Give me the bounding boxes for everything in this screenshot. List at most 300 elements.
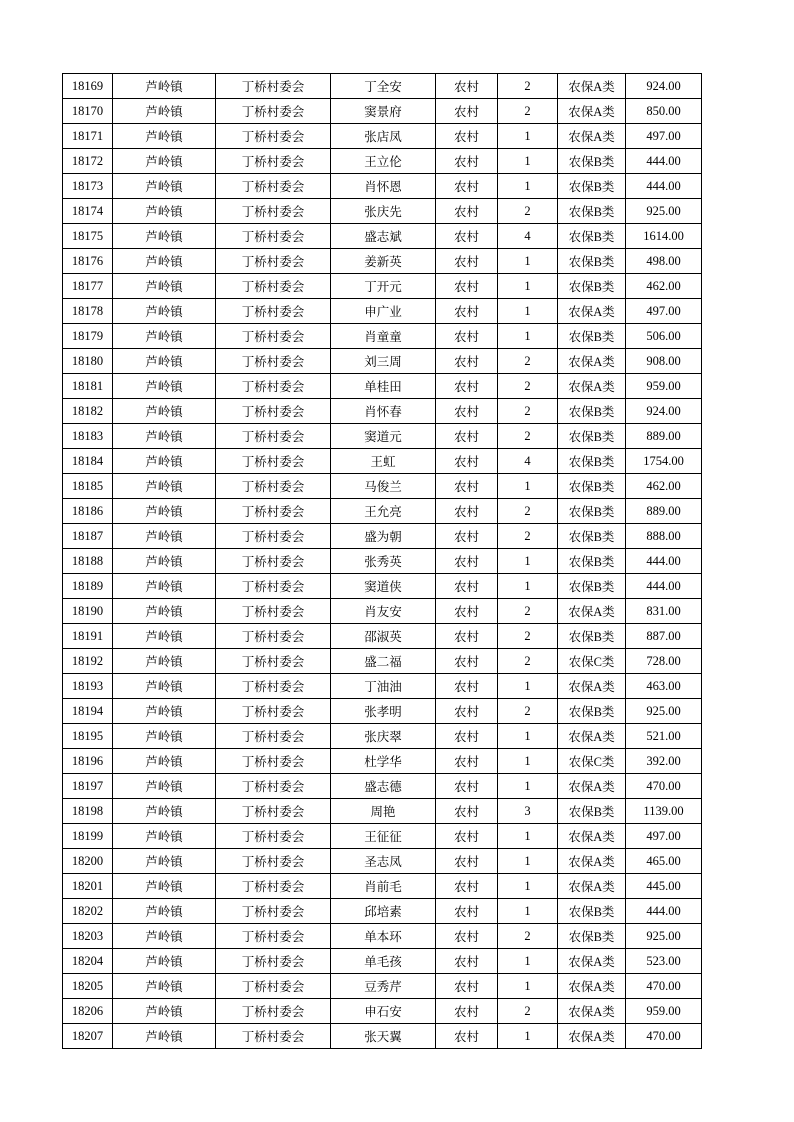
cell-person_count: 1 bbox=[498, 674, 558, 699]
cell-household_type: 农村 bbox=[436, 899, 498, 924]
table-row bbox=[63, 899, 702, 924]
cell-household_type: 农村 bbox=[436, 649, 498, 674]
cell-village_committee: 丁桥村委会 bbox=[216, 424, 331, 449]
cell-amount: 462.00 bbox=[626, 474, 702, 499]
cell-amount: 470.00 bbox=[626, 1024, 702, 1049]
cell-town: 芦岭镇 bbox=[113, 824, 216, 849]
cell-person_count: 1 bbox=[498, 274, 558, 299]
cell-person_count: 2 bbox=[498, 99, 558, 124]
cell-name: 丁油油 bbox=[331, 674, 436, 699]
cell-amount: 465.00 bbox=[626, 849, 702, 874]
table-row bbox=[63, 424, 702, 449]
cell-person_count: 1 bbox=[498, 974, 558, 999]
cell-town: 芦岭镇 bbox=[113, 399, 216, 424]
table-row bbox=[63, 199, 702, 224]
cell-household_type: 农村 bbox=[436, 549, 498, 574]
cell-person_count: 1 bbox=[498, 549, 558, 574]
cell-insurance_category: 农保B类 bbox=[558, 399, 626, 424]
cell-insurance_category: 农保B类 bbox=[558, 499, 626, 524]
table-row bbox=[63, 224, 702, 249]
cell-serial_no: 18181 bbox=[63, 374, 113, 399]
cell-person_count: 1 bbox=[498, 774, 558, 799]
cell-name: 王立伦 bbox=[331, 149, 436, 174]
cell-amount: 445.00 bbox=[626, 874, 702, 899]
cell-amount: 444.00 bbox=[626, 174, 702, 199]
cell-name: 单桂田 bbox=[331, 374, 436, 399]
cell-town: 芦岭镇 bbox=[113, 1024, 216, 1049]
table-row bbox=[63, 624, 702, 649]
cell-name: 圣志凤 bbox=[331, 849, 436, 874]
cell-name: 申广业 bbox=[331, 299, 436, 324]
cell-serial_no: 18180 bbox=[63, 349, 113, 374]
cell-village_committee: 丁桥村委会 bbox=[216, 599, 331, 624]
table-row bbox=[63, 99, 702, 124]
cell-amount: 498.00 bbox=[626, 249, 702, 274]
cell-serial_no: 18175 bbox=[63, 224, 113, 249]
cell-insurance_category: 农保A类 bbox=[558, 724, 626, 749]
cell-insurance_category: 农保B类 bbox=[558, 199, 626, 224]
table-row bbox=[63, 574, 702, 599]
cell-person_count: 1 bbox=[498, 824, 558, 849]
cell-person_count: 3 bbox=[498, 799, 558, 824]
cell-name: 张庆先 bbox=[331, 199, 436, 224]
cell-insurance_category: 农保B类 bbox=[558, 699, 626, 724]
cell-village_committee: 丁桥村委会 bbox=[216, 324, 331, 349]
table-row bbox=[63, 599, 702, 624]
cell-name: 丁开元 bbox=[331, 274, 436, 299]
cell-insurance_category: 农保B类 bbox=[558, 174, 626, 199]
cell-insurance_category: 农保B类 bbox=[558, 449, 626, 474]
cell-town: 芦岭镇 bbox=[113, 949, 216, 974]
cell-household_type: 农村 bbox=[436, 274, 498, 299]
cell-insurance_category: 农保B类 bbox=[558, 249, 626, 274]
cell-village_committee: 丁桥村委会 bbox=[216, 199, 331, 224]
cell-name: 单本环 bbox=[331, 924, 436, 949]
cell-name: 王允亮 bbox=[331, 499, 436, 524]
cell-amount: 889.00 bbox=[626, 499, 702, 524]
cell-amount: 1139.00 bbox=[626, 799, 702, 824]
cell-person_count: 1 bbox=[498, 749, 558, 774]
table-row bbox=[63, 249, 702, 274]
cell-person_count: 2 bbox=[498, 199, 558, 224]
cell-town: 芦岭镇 bbox=[113, 724, 216, 749]
cell-village_committee: 丁桥村委会 bbox=[216, 499, 331, 524]
cell-person_count: 2 bbox=[498, 699, 558, 724]
cell-village_committee: 丁桥村委会 bbox=[216, 974, 331, 999]
cell-household_type: 农村 bbox=[436, 424, 498, 449]
cell-village_committee: 丁桥村委会 bbox=[216, 374, 331, 399]
cell-insurance_category: 农保A类 bbox=[558, 874, 626, 899]
cell-town: 芦岭镇 bbox=[113, 749, 216, 774]
cell-name: 邵淑英 bbox=[331, 624, 436, 649]
cell-person_count: 1 bbox=[498, 474, 558, 499]
cell-household_type: 农村 bbox=[436, 499, 498, 524]
cell-village_committee: 丁桥村委会 bbox=[216, 824, 331, 849]
cell-town: 芦岭镇 bbox=[113, 99, 216, 124]
cell-town: 芦岭镇 bbox=[113, 474, 216, 499]
cell-person_count: 1 bbox=[498, 574, 558, 599]
table-row bbox=[63, 649, 702, 674]
cell-serial_no: 18185 bbox=[63, 474, 113, 499]
cell-amount: 444.00 bbox=[626, 549, 702, 574]
cell-name: 丁全安 bbox=[331, 74, 436, 99]
cell-household_type: 农村 bbox=[436, 199, 498, 224]
cell-insurance_category: 农保A类 bbox=[558, 599, 626, 624]
cell-amount: 831.00 bbox=[626, 599, 702, 624]
cell-household_type: 农村 bbox=[436, 299, 498, 324]
cell-amount: 1754.00 bbox=[626, 449, 702, 474]
cell-town: 芦岭镇 bbox=[113, 624, 216, 649]
cell-village_committee: 丁桥村委会 bbox=[216, 249, 331, 274]
cell-name: 姜新英 bbox=[331, 249, 436, 274]
cell-insurance_category: 农保A类 bbox=[558, 349, 626, 374]
cell-village_committee: 丁桥村委会 bbox=[216, 274, 331, 299]
table-row bbox=[63, 924, 702, 949]
cell-amount: 497.00 bbox=[626, 299, 702, 324]
cell-village_committee: 丁桥村委会 bbox=[216, 624, 331, 649]
table-row bbox=[63, 874, 702, 899]
cell-amount: 523.00 bbox=[626, 949, 702, 974]
cell-amount: 924.00 bbox=[626, 399, 702, 424]
cell-serial_no: 18184 bbox=[63, 449, 113, 474]
cell-name: 窦道侠 bbox=[331, 574, 436, 599]
cell-household_type: 农村 bbox=[436, 849, 498, 874]
cell-insurance_category: 农保B类 bbox=[558, 899, 626, 924]
cell-insurance_category: 农保A类 bbox=[558, 299, 626, 324]
cell-town: 芦岭镇 bbox=[113, 349, 216, 374]
cell-village_committee: 丁桥村委会 bbox=[216, 874, 331, 899]
cell-household_type: 农村 bbox=[436, 474, 498, 499]
cell-name: 张庆翠 bbox=[331, 724, 436, 749]
cell-village_committee: 丁桥村委会 bbox=[216, 124, 331, 149]
cell-household_type: 农村 bbox=[436, 324, 498, 349]
cell-insurance_category: 农保B类 bbox=[558, 524, 626, 549]
table-row bbox=[63, 299, 702, 324]
cell-person_count: 2 bbox=[498, 524, 558, 549]
cell-village_committee: 丁桥村委会 bbox=[216, 149, 331, 174]
table-row bbox=[63, 499, 702, 524]
cell-household_type: 农村 bbox=[436, 449, 498, 474]
cell-town: 芦岭镇 bbox=[113, 124, 216, 149]
cell-household_type: 农村 bbox=[436, 574, 498, 599]
cell-insurance_category: 农保B类 bbox=[558, 799, 626, 824]
cell-person_count: 1 bbox=[498, 174, 558, 199]
cell-person_count: 2 bbox=[498, 424, 558, 449]
cell-serial_no: 18176 bbox=[63, 249, 113, 274]
cell-person_count: 4 bbox=[498, 224, 558, 249]
cell-town: 芦岭镇 bbox=[113, 299, 216, 324]
table-row bbox=[63, 549, 702, 574]
cell-town: 芦岭镇 bbox=[113, 649, 216, 674]
cell-serial_no: 18169 bbox=[63, 74, 113, 99]
cell-town: 芦岭镇 bbox=[113, 799, 216, 824]
cell-village_committee: 丁桥村委会 bbox=[216, 399, 331, 424]
cell-village_committee: 丁桥村委会 bbox=[216, 799, 331, 824]
cell-name: 马俊兰 bbox=[331, 474, 436, 499]
cell-name: 盛志斌 bbox=[331, 224, 436, 249]
cell-household_type: 农村 bbox=[436, 124, 498, 149]
cell-serial_no: 18183 bbox=[63, 424, 113, 449]
cell-amount: 444.00 bbox=[626, 574, 702, 599]
table-row bbox=[63, 749, 702, 774]
cell-town: 芦岭镇 bbox=[113, 249, 216, 274]
table-row bbox=[63, 324, 702, 349]
cell-insurance_category: 农保A类 bbox=[558, 124, 626, 149]
cell-village_committee: 丁桥村委会 bbox=[216, 549, 331, 574]
cell-amount: 888.00 bbox=[626, 524, 702, 549]
cell-town: 芦岭镇 bbox=[113, 974, 216, 999]
cell-serial_no: 18203 bbox=[63, 924, 113, 949]
cell-household_type: 农村 bbox=[436, 824, 498, 849]
cell-serial_no: 18186 bbox=[63, 499, 113, 524]
cell-village_committee: 丁桥村委会 bbox=[216, 749, 331, 774]
cell-person_count: 2 bbox=[498, 649, 558, 674]
cell-name: 张天翼 bbox=[331, 1024, 436, 1049]
cell-name: 张秀英 bbox=[331, 549, 436, 574]
table-row bbox=[63, 974, 702, 999]
cell-name: 单毛孩 bbox=[331, 949, 436, 974]
cell-person_count: 1 bbox=[498, 949, 558, 974]
table-row bbox=[63, 174, 702, 199]
cell-household_type: 农村 bbox=[436, 724, 498, 749]
cell-household_type: 农村 bbox=[436, 924, 498, 949]
cell-serial_no: 18174 bbox=[63, 199, 113, 224]
cell-town: 芦岭镇 bbox=[113, 874, 216, 899]
cell-serial_no: 18193 bbox=[63, 674, 113, 699]
cell-name: 张店凤 bbox=[331, 124, 436, 149]
cell-insurance_category: 农保A类 bbox=[558, 949, 626, 974]
cell-name: 周艳 bbox=[331, 799, 436, 824]
cell-serial_no: 18191 bbox=[63, 624, 113, 649]
cell-name: 肖怀恩 bbox=[331, 174, 436, 199]
cell-serial_no: 18199 bbox=[63, 824, 113, 849]
cell-town: 芦岭镇 bbox=[113, 174, 216, 199]
cell-person_count: 4 bbox=[498, 449, 558, 474]
cell-village_committee: 丁桥村委会 bbox=[216, 474, 331, 499]
cell-household_type: 农村 bbox=[436, 524, 498, 549]
table-row bbox=[63, 724, 702, 749]
cell-amount: 463.00 bbox=[626, 674, 702, 699]
cell-amount: 925.00 bbox=[626, 199, 702, 224]
cell-town: 芦岭镇 bbox=[113, 74, 216, 99]
cell-insurance_category: 农保A类 bbox=[558, 99, 626, 124]
cell-person_count: 1 bbox=[498, 299, 558, 324]
cell-town: 芦岭镇 bbox=[113, 324, 216, 349]
cell-village_committee: 丁桥村委会 bbox=[216, 849, 331, 874]
cell-village_committee: 丁桥村委会 bbox=[216, 99, 331, 124]
cell-household_type: 农村 bbox=[436, 599, 498, 624]
cell-town: 芦岭镇 bbox=[113, 149, 216, 174]
cell-town: 芦岭镇 bbox=[113, 899, 216, 924]
cell-serial_no: 18192 bbox=[63, 649, 113, 674]
table-row bbox=[63, 524, 702, 549]
cell-person_count: 2 bbox=[498, 999, 558, 1024]
cell-person_count: 2 bbox=[498, 374, 558, 399]
cell-amount: 444.00 bbox=[626, 899, 702, 924]
cell-name: 张孝明 bbox=[331, 699, 436, 724]
cell-village_committee: 丁桥村委会 bbox=[216, 299, 331, 324]
cell-serial_no: 18178 bbox=[63, 299, 113, 324]
cell-amount: 392.00 bbox=[626, 749, 702, 774]
cell-serial_no: 18187 bbox=[63, 524, 113, 549]
payment-table bbox=[62, 73, 702, 1049]
cell-serial_no: 18201 bbox=[63, 874, 113, 899]
cell-serial_no: 18196 bbox=[63, 749, 113, 774]
cell-name: 肖友安 bbox=[331, 599, 436, 624]
cell-amount: 497.00 bbox=[626, 824, 702, 849]
table-row bbox=[63, 674, 702, 699]
cell-village_committee: 丁桥村委会 bbox=[216, 699, 331, 724]
cell-serial_no: 18202 bbox=[63, 899, 113, 924]
cell-serial_no: 18195 bbox=[63, 724, 113, 749]
cell-serial_no: 18179 bbox=[63, 324, 113, 349]
cell-insurance_category: 农保B类 bbox=[558, 149, 626, 174]
cell-insurance_category: 农保B类 bbox=[558, 549, 626, 574]
cell-amount: 462.00 bbox=[626, 274, 702, 299]
cell-amount: 444.00 bbox=[626, 149, 702, 174]
cell-household_type: 农村 bbox=[436, 974, 498, 999]
cell-name: 肖前毛 bbox=[331, 874, 436, 899]
cell-village_committee: 丁桥村委会 bbox=[216, 774, 331, 799]
cell-insurance_category: 农保A类 bbox=[558, 674, 626, 699]
cell-household_type: 农村 bbox=[436, 374, 498, 399]
cell-amount: 959.00 bbox=[626, 374, 702, 399]
table-row bbox=[63, 849, 702, 874]
cell-amount: 470.00 bbox=[626, 974, 702, 999]
cell-name: 刘三周 bbox=[331, 349, 436, 374]
cell-town: 芦岭镇 bbox=[113, 199, 216, 224]
cell-person_count: 1 bbox=[498, 324, 558, 349]
cell-insurance_category: 农保B类 bbox=[558, 324, 626, 349]
cell-serial_no: 18204 bbox=[63, 949, 113, 974]
cell-amount: 925.00 bbox=[626, 699, 702, 724]
cell-household_type: 农村 bbox=[436, 149, 498, 174]
cell-serial_no: 18170 bbox=[63, 99, 113, 124]
table-row bbox=[63, 374, 702, 399]
cell-name: 肖怀春 bbox=[331, 399, 436, 424]
cell-name: 盛为朝 bbox=[331, 524, 436, 549]
cell-household_type: 农村 bbox=[436, 249, 498, 274]
cell-insurance_category: 农保C类 bbox=[558, 649, 626, 674]
cell-serial_no: 18206 bbox=[63, 999, 113, 1024]
cell-person_count: 1 bbox=[498, 724, 558, 749]
cell-household_type: 农村 bbox=[436, 74, 498, 99]
cell-insurance_category: 农保A类 bbox=[558, 974, 626, 999]
cell-town: 芦岭镇 bbox=[113, 424, 216, 449]
cell-town: 芦岭镇 bbox=[113, 524, 216, 549]
cell-name: 肖童童 bbox=[331, 324, 436, 349]
cell-amount: 1614.00 bbox=[626, 224, 702, 249]
cell-insurance_category: 农保B类 bbox=[558, 924, 626, 949]
cell-serial_no: 18194 bbox=[63, 699, 113, 724]
cell-amount: 728.00 bbox=[626, 649, 702, 674]
cell-village_committee: 丁桥村委会 bbox=[216, 1024, 331, 1049]
table-row bbox=[63, 274, 702, 299]
cell-amount: 908.00 bbox=[626, 349, 702, 374]
cell-name: 盛志德 bbox=[331, 774, 436, 799]
table-row bbox=[63, 399, 702, 424]
cell-person_count: 2 bbox=[498, 349, 558, 374]
cell-village_committee: 丁桥村委会 bbox=[216, 949, 331, 974]
cell-serial_no: 18188 bbox=[63, 549, 113, 574]
cell-serial_no: 18189 bbox=[63, 574, 113, 599]
cell-name: 窦景府 bbox=[331, 99, 436, 124]
cell-amount: 959.00 bbox=[626, 999, 702, 1024]
cell-amount: 924.00 bbox=[626, 74, 702, 99]
cell-town: 芦岭镇 bbox=[113, 574, 216, 599]
cell-name: 窦道元 bbox=[331, 424, 436, 449]
cell-name: 申石安 bbox=[331, 999, 436, 1024]
cell-village_committee: 丁桥村委会 bbox=[216, 999, 331, 1024]
cell-amount: 887.00 bbox=[626, 624, 702, 649]
cell-town: 芦岭镇 bbox=[113, 849, 216, 874]
cell-insurance_category: 农保B类 bbox=[558, 624, 626, 649]
table-row bbox=[63, 149, 702, 174]
cell-village_committee: 丁桥村委会 bbox=[216, 74, 331, 99]
table-row bbox=[63, 449, 702, 474]
cell-household_type: 农村 bbox=[436, 1024, 498, 1049]
table-row bbox=[63, 699, 702, 724]
cell-insurance_category: 农保A类 bbox=[558, 1024, 626, 1049]
cell-serial_no: 18200 bbox=[63, 849, 113, 874]
cell-village_committee: 丁桥村委会 bbox=[216, 724, 331, 749]
cell-town: 芦岭镇 bbox=[113, 699, 216, 724]
cell-amount: 850.00 bbox=[626, 99, 702, 124]
cell-person_count: 1 bbox=[498, 249, 558, 274]
cell-person_count: 1 bbox=[498, 899, 558, 924]
cell-name: 豆秀芹 bbox=[331, 974, 436, 999]
cell-name: 王征征 bbox=[331, 824, 436, 849]
table-row bbox=[63, 824, 702, 849]
cell-household_type: 农村 bbox=[436, 174, 498, 199]
cell-household_type: 农村 bbox=[436, 224, 498, 249]
cell-amount: 497.00 bbox=[626, 124, 702, 149]
cell-person_count: 2 bbox=[498, 624, 558, 649]
cell-person_count: 2 bbox=[498, 499, 558, 524]
cell-amount: 521.00 bbox=[626, 724, 702, 749]
cell-household_type: 农村 bbox=[436, 674, 498, 699]
cell-person_count: 2 bbox=[498, 599, 558, 624]
cell-household_type: 农村 bbox=[436, 774, 498, 799]
cell-household_type: 农村 bbox=[436, 874, 498, 899]
cell-household_type: 农村 bbox=[436, 349, 498, 374]
cell-insurance_category: 农保B类 bbox=[558, 474, 626, 499]
cell-insurance_category: 农保A类 bbox=[558, 849, 626, 874]
cell-person_count: 1 bbox=[498, 1024, 558, 1049]
cell-serial_no: 18171 bbox=[63, 124, 113, 149]
cell-household_type: 农村 bbox=[436, 699, 498, 724]
cell-village_committee: 丁桥村委会 bbox=[216, 224, 331, 249]
cell-village_committee: 丁桥村委会 bbox=[216, 674, 331, 699]
cell-household_type: 农村 bbox=[436, 99, 498, 124]
table-row bbox=[63, 774, 702, 799]
cell-insurance_category: 农保A类 bbox=[558, 374, 626, 399]
cell-town: 芦岭镇 bbox=[113, 599, 216, 624]
cell-town: 芦岭镇 bbox=[113, 774, 216, 799]
cell-serial_no: 18173 bbox=[63, 174, 113, 199]
cell-person_count: 1 bbox=[498, 849, 558, 874]
table-row bbox=[63, 349, 702, 374]
cell-insurance_category: 农保C类 bbox=[558, 749, 626, 774]
cell-insurance_category: 农保B类 bbox=[558, 224, 626, 249]
cell-insurance_category: 农保A类 bbox=[558, 74, 626, 99]
cell-amount: 470.00 bbox=[626, 774, 702, 799]
table-row bbox=[63, 474, 702, 499]
cell-household_type: 农村 bbox=[436, 999, 498, 1024]
cell-name: 杜学华 bbox=[331, 749, 436, 774]
cell-person_count: 2 bbox=[498, 74, 558, 99]
cell-household_type: 农村 bbox=[436, 749, 498, 774]
